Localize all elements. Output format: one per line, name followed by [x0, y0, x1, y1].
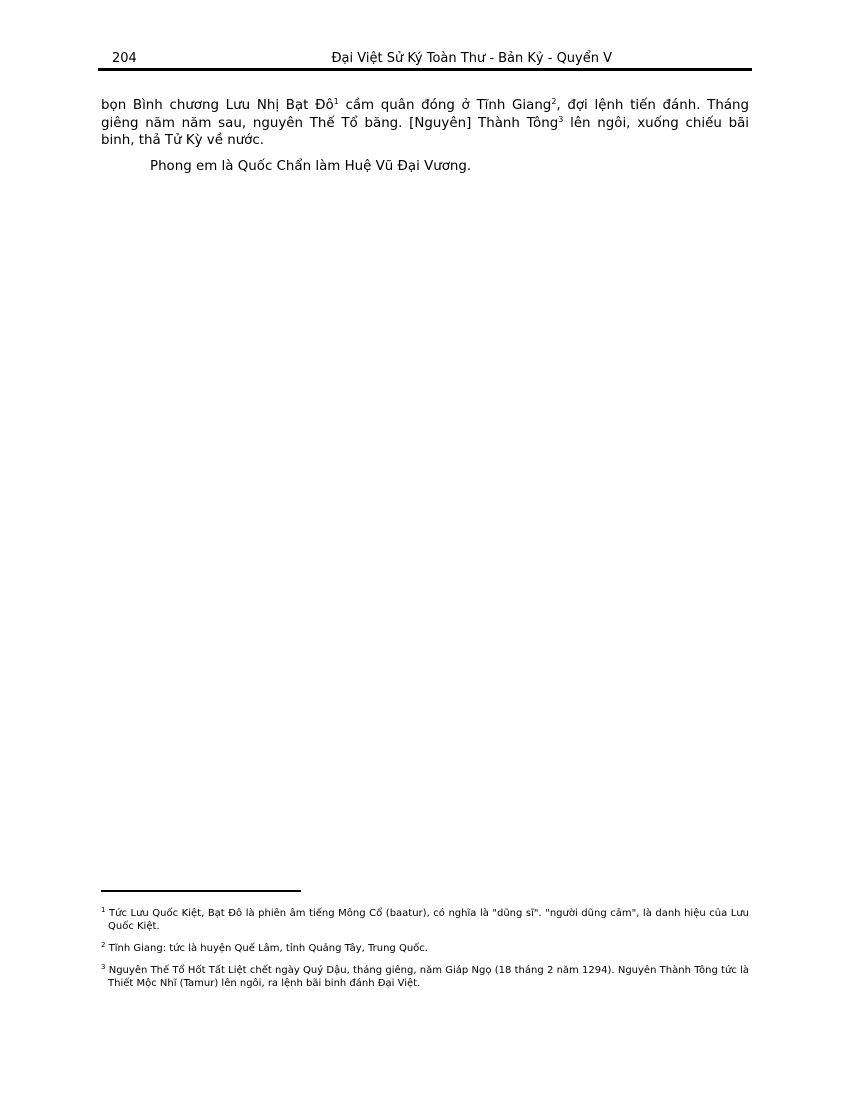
page-header	[98, 50, 752, 67]
running-title: Đại Việt Sử Ký Toàn Thư - Bản Kỷ - Quyển V	[331, 51, 612, 66]
footnote-1	[101, 907, 749, 933]
footnote-text-1: Tức Lưu Quốc Kiệt, Bạt Đô là phiên âm tiếng Mông Cổ (baatur), có nghĩa là "dũng sĩ". "người dũng cảm", là danh hiệu của Lưu Quốc Kiệt.	[105, 908, 749, 932]
footnote-2	[101, 942, 749, 955]
paragraph-2: Phong em là Quốc Chẩn làm Huệ Vũ Đại Vương.	[150, 158, 472, 174]
footnote-text-2: Tĩnh Giang: tức là huyện Quế Lâm, tỉnh Quảng Tây, Trung Quốc.	[105, 943, 428, 954]
footnote-ref-2[interactable]: 2	[551, 97, 557, 106]
footnote-marker-3: 3	[101, 963, 106, 971]
header-rule	[98, 68, 752, 71]
footnote-text-3: Nguyên Thế Tổ Hốt Tất Liệt chết ngày Quý Dậu, tháng giêng, năm Giáp Ngọ (18 tháng 2 năm 1294). Nguyên Thành Tông tức là Thiết Mộc Nhĩ (Tamur) lên ngôi, ra lệnh bãi binh đánh Đại Việt.	[105, 965, 749, 989]
footnote-ref-1[interactable]: 1	[333, 97, 339, 106]
paragraph-1-part-1: bọn Bình chương Lưu Nhị Bạt Đô	[101, 98, 334, 113]
footnote-3	[101, 964, 749, 990]
footnotes	[101, 907, 749, 999]
paragraph-1	[101, 97, 749, 150]
paragraph-1-part-3: , đợi lệnh tiến đánh. Tháng giêng năm năm sau, nguyên Thế Tổ băng. [Nguyên] Thành Tông	[101, 98, 750, 131]
body-text	[101, 97, 749, 175]
footnote-marker-1: 1	[101, 906, 106, 914]
paragraph-1-part-4: lên ngôi, xuống chiếu bãi binh, thả Tử Kỳ về nước.	[101, 115, 750, 148]
footnote-marker-2: 2	[101, 941, 106, 949]
page-number: 204	[112, 51, 137, 66]
paragraph-1-part-2: cầm quân đóng ở Tĩnh Giang	[338, 98, 552, 113]
footnote-ref-3[interactable]: 3	[558, 114, 564, 124]
footnote-separator	[101, 890, 301, 892]
